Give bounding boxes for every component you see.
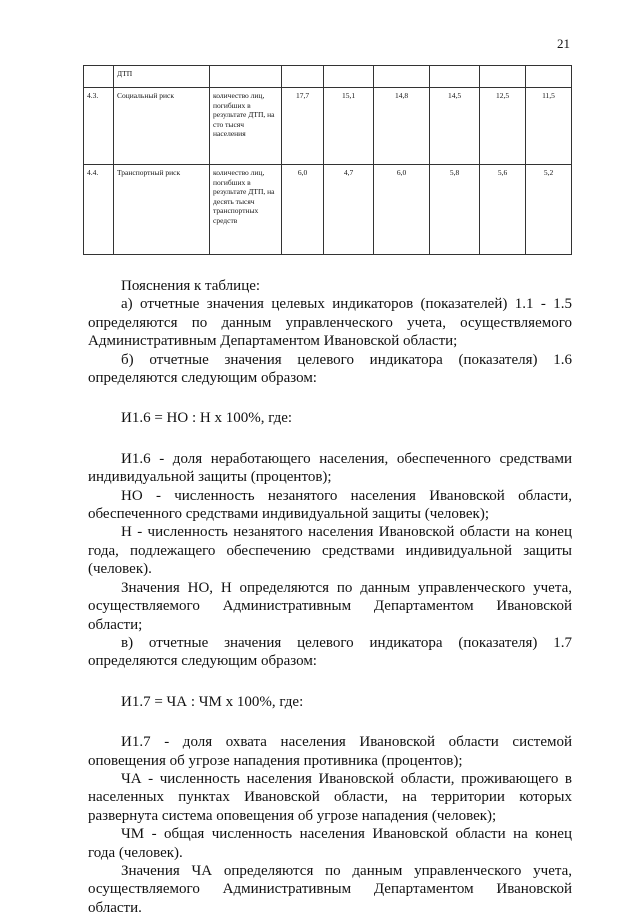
table-row — [84, 88, 572, 165]
indicator-name-cell: ДТП — [114, 66, 210, 88]
row-number-cell — [84, 66, 114, 88]
indicators-table — [83, 65, 572, 255]
paragraph: И1.7 - доля охвата населения Ивановской области системой оповещения об угрозе нападения противника (процентов); — [88, 734, 572, 769]
paragraph: а) отчетные значения целевых индикаторов (показателей) 1.1 - 1.5 определяются по данным управленческого учета, осуществляемого Административным Департаментом Ивановской области; — [88, 296, 572, 350]
value-cell: 12,5 — [480, 88, 526, 165]
value-cell: 4,7 — [324, 165, 374, 255]
value-cell — [430, 66, 480, 88]
value-cell: 6,0 — [374, 165, 430, 255]
value-cell: 6,0 — [282, 165, 324, 255]
page-number: 21 — [557, 36, 570, 51]
value-cell: 14,8 — [374, 88, 430, 165]
value-cell: 5,8 — [430, 165, 480, 255]
row-number-cell: 4.4. — [84, 165, 114, 255]
indicator-name-cell: Социальный риск — [114, 88, 210, 165]
value-cell: 11,5 — [526, 88, 572, 165]
notes-heading: Пояснения к таблице: — [121, 278, 261, 294]
indicator-name-cell: Транспортный риск — [114, 165, 210, 255]
paragraph: НО - численность незанятого населения Ивановской области, обеспеченного средствами индивидуальной защиты (человек); — [88, 487, 572, 523]
formula: И1.6 = НО : Н х 100%, где: — [121, 410, 293, 427]
unit-cell: количество лиц, погибших в результате ДТП, на сто тысяч населения — [210, 88, 282, 165]
value-cell — [374, 66, 430, 88]
paragraph: И1.6 - доля неработающего населения, обеспеченного средствами индивидуальной защиты (процентов); — [88, 450, 572, 486]
table-row — [84, 165, 572, 255]
paragraph: ЧА - численность населения Ивановской области, проживающего в населенных пунктах Ивановской области, на территории которых развернута система оповещения об угрозе нападения (человек); — [88, 770, 572, 824]
unit-cell — [210, 66, 282, 88]
table-row — [84, 66, 572, 88]
value-cell — [526, 66, 572, 88]
value-cell: 14,5 — [430, 88, 480, 165]
paragraph: в) отчетные значения целевого индикатора (показателя) 1.7 определяются следующим образом: — [88, 634, 572, 670]
paragraph: Значения НО, Н определяются по данным управленческого учета, осуществляемого Административным Департаментом Ивановской области; — [88, 579, 572, 633]
value-cell: 5,6 — [480, 165, 526, 255]
document-body — [88, 277, 572, 917]
unit-cell: количество лиц, погибших в результате ДТП, на десять тысяч транспортных средств — [210, 165, 282, 255]
value-cell — [282, 66, 324, 88]
value-cell — [324, 66, 374, 88]
paragraph: Н - численность незанятого населения Ивановской области на конец года, подлежащего обеспечению средствами индивидуальной защиты (человек). — [88, 524, 572, 578]
paragraph: Значения ЧА определяются по данным управленческого учета, осуществляемого Административным Департаментом Ивановской области. — [88, 862, 572, 916]
formula: И1.7 = ЧА : ЧМ х 100%, где: — [121, 693, 304, 710]
value-cell — [480, 66, 526, 88]
value-cell: 5,2 — [526, 165, 572, 255]
row-number-cell: 4.3. — [84, 88, 114, 165]
value-cell: 15,1 — [324, 88, 374, 165]
value-cell: 17,7 — [282, 88, 324, 165]
paragraph: ЧМ - общая численность населения Ивановской области на конец года (человек). — [88, 826, 572, 861]
paragraph: б) отчетные значения целевого индикатора (показателя) 1.6 определяются следующим образом: — [88, 351, 572, 387]
